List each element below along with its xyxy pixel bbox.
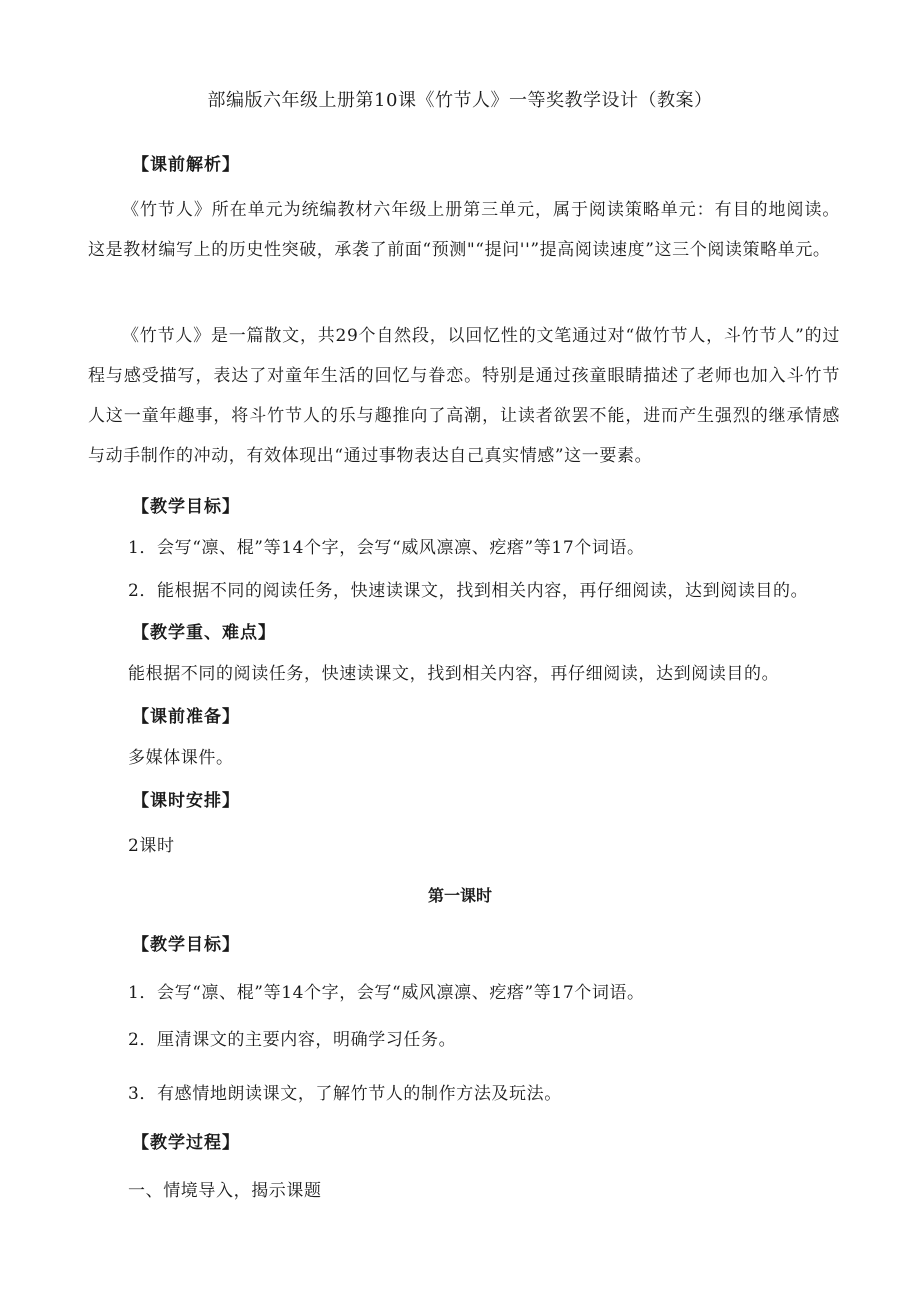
goal-item-2: 2．能根据不同的阅读任务，快速读课文，找到相关内容，再仔细阅读，达到阅读目的。 xyxy=(128,581,809,601)
key-points-text: 能根据不同的阅读任务，快速读课文，找到相关内容，再仔细阅读，达到阅读目的。 xyxy=(128,664,780,684)
paragraph-analysis-1: 《竹节人》所在单元为统编教材六年级上册第三单元，属于阅读策略单元：有目的地阅读。这是教材编写上的历史性突破，承袭了前面“预测"“提问''”提高阅读速度”这三个阅读策略单元。 xyxy=(88,200,840,260)
heading-schedule: 【课时安排】 xyxy=(132,791,240,811)
heading-lesson-one-goals: 【教学目标】 xyxy=(132,935,240,955)
lesson-one-goal-2: 2．厘清课文的主要内容，明确学习任务。 xyxy=(128,1030,457,1050)
schedule-text: 2课时 xyxy=(128,836,175,856)
lesson-one-goal-3: 3．有感情地朗读课文，了解竹节人的制作方法及玩法。 xyxy=(128,1084,562,1104)
heading-key-points: 【教学重、难点】 xyxy=(132,623,276,643)
heading-preparation: 【课前准备】 xyxy=(132,707,240,727)
heading-goals: 【教学目标】 xyxy=(132,497,240,517)
document-title: 部编版六年级上册第10课《竹节人》一等奖教学设计（教案） xyxy=(207,90,713,111)
process-step-1: 一、情境导入，揭示课题 xyxy=(128,1181,322,1201)
heading-analysis: 【课前解析】 xyxy=(132,155,240,175)
lesson-one-title: 第一课时 xyxy=(427,886,492,905)
preparation-text: 多媒体课件。 xyxy=(128,748,234,768)
heading-process: 【教学过程】 xyxy=(132,1133,240,1153)
paragraph-analysis-2: 《竹节人》是一篇散文，共29个自然段，以回忆性的文笔通过对“做竹节人，斗竹节人”的过程与感受描写，表达了对童年生活的回忆与眷恋。特别是通过孩童眼睛描述了老师也加入斗竹节人这一童年趣事，将斗竹节人的乐与趣推向了高潮，让读者欲罢不能，进而产生强烈的继承情感与动手制作的冲动，有效体现出“通过事物表达自己真实情感”这一要素。 xyxy=(88,326,840,466)
lesson-one-goal-1: 1．会写“凛、棍”等14个字，会写“威风凛凛、疙瘩”等17个词语。 xyxy=(128,983,645,1003)
goal-item-1: 1．会写“凛、棍”等14个字，会写“威风凛凛、疙瘩”等17个词语。 xyxy=(128,538,645,558)
